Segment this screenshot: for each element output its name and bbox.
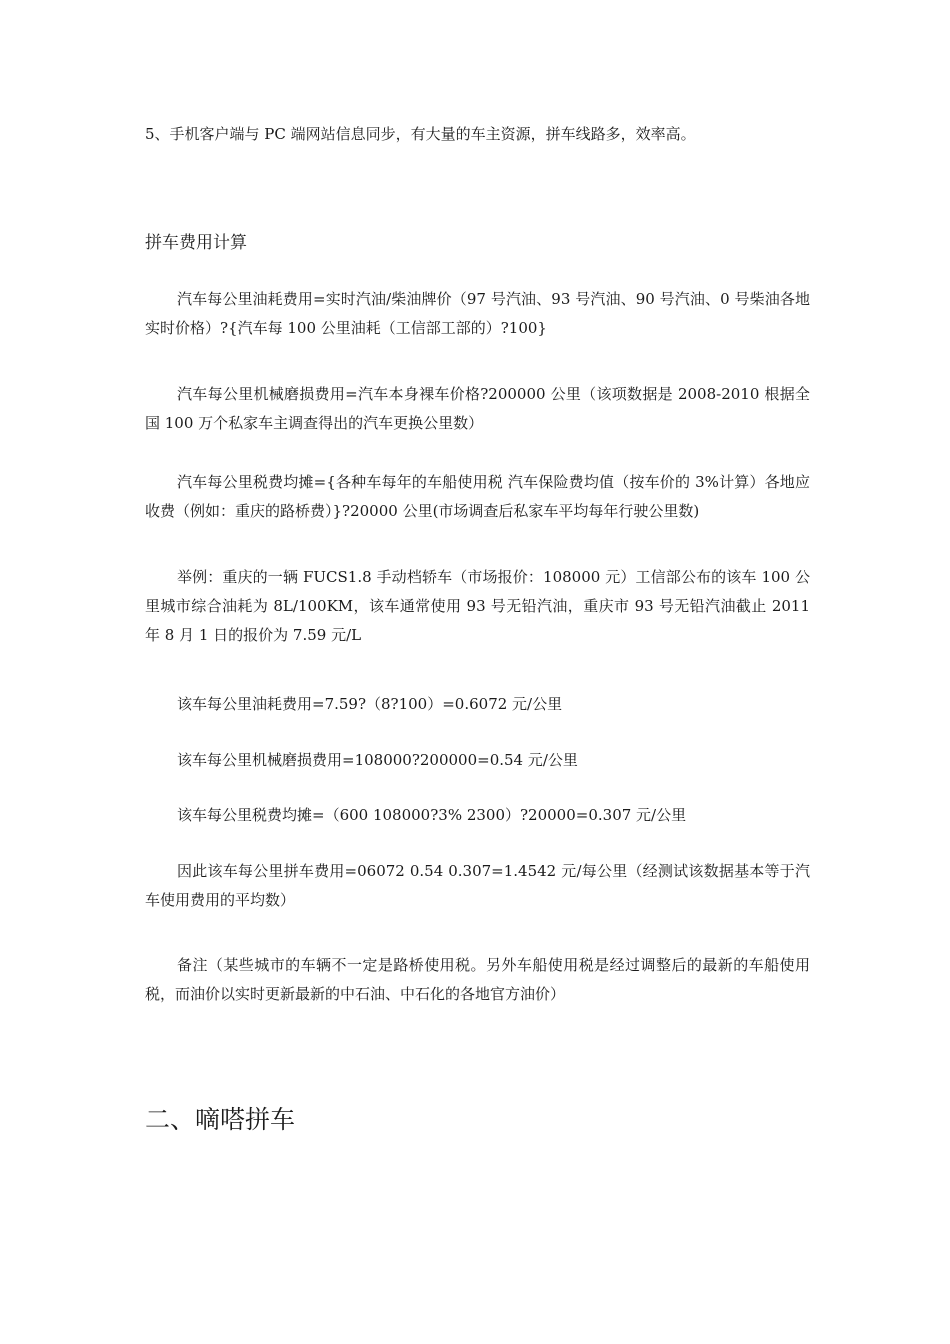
paragraph-total-cost: 因此该车每公里拼车费用=06072 0.54 0.307=1.4542 元/每公里（经测试该数据基本等于汽车使用费用的平均数） bbox=[145, 862, 810, 909]
paragraph-example-wear: 该车每公里机械磨损费用=108000?200000=0.54 元/公里 bbox=[177, 751, 578, 769]
paragraph-example: 举例：重庆的一辆 FUCS1.8 手动档轿车（市场报价：108000 元）工信部公布的该车 100 公里城市综合油耗为 8L/100KM，该车通常使用 93 号无铅汽油，重庆市 93 号无铅汽油截止 2011 年 8 月 1 日的报价为 7.59 元/L bbox=[145, 568, 810, 644]
section-title: 拼车费用计算 bbox=[145, 233, 247, 253]
paragraph-tax-share: 汽车每公里税费均摊={各种车每年的车船使用税 汽车保险费均值（按车价的 3%计算）各地应收费（例如：重庆的路桥费）}?20000 公里(市场调查后私家车平均每年行驶公里数) bbox=[145, 473, 810, 520]
next-section-heading: 二、嘀嗒拼车 bbox=[145, 1105, 296, 1134]
paragraph-fuel-cost: 汽车每公里油耗费用=实时汽油/柴油牌价（97 号汽油、93 号汽油、90 号汽油、0 号柴油各地实时价格）?{汽车每 100 公里油耗（工信部工部的）?100} bbox=[145, 290, 810, 337]
paragraph-note: 备注（某些城市的车辆不一定是路桥使用税。另外车船使用税是经过调整后的最新的车船使用税，而油价以实时更新最新的中石油、中石化的各地官方油价） bbox=[145, 956, 810, 1003]
paragraph-example-tax: 该车每公里税费均摊=（600 108000?3% 2300）?20000=0.307 元/公里 bbox=[177, 806, 687, 824]
paragraph-example-fuel: 该车每公里油耗费用=7.59?（8?100）=0.6072 元/公里 bbox=[177, 695, 563, 713]
intro-list-item: 5、手机客户端与 PC 端网站信息同步，有大量的车主资源，拼车线路多，效率高。 bbox=[145, 125, 696, 143]
paragraph-wear-cost: 汽车每公里机械磨损费用=汽车本身裸车价格?200000 公里（该项数据是 2008-2010 根据全国 100 万个私家车主调查得出的汽车更换公里数） bbox=[145, 385, 810, 432]
